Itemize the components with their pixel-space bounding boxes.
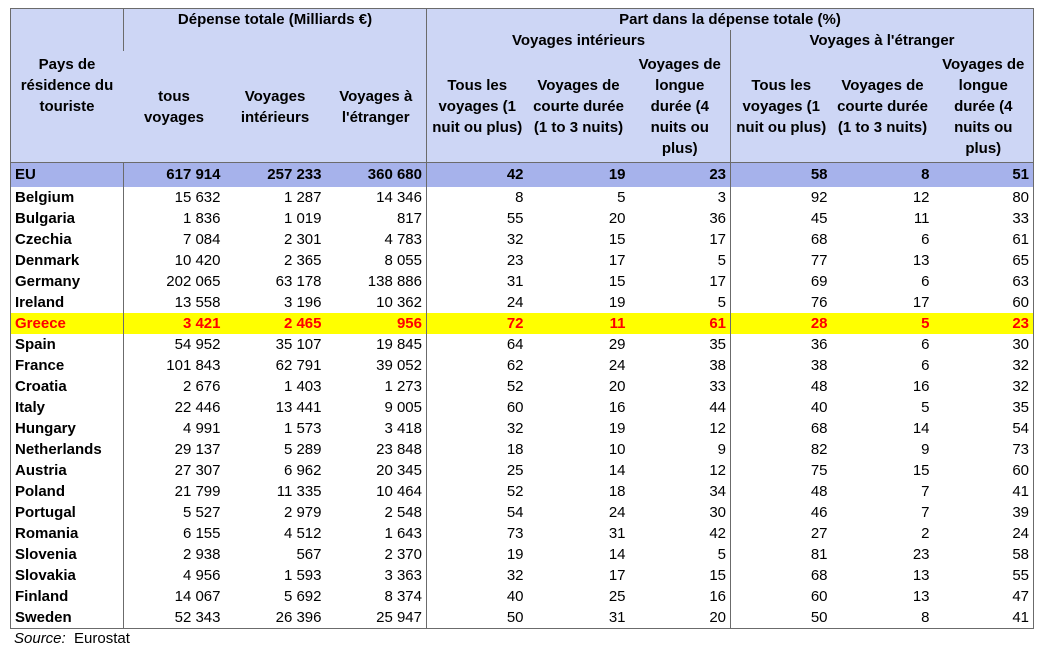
- cell-a-short: 13: [912, 252, 930, 269]
- col-domestic: Voyages intérieurs: [225, 51, 326, 163]
- cell-country: Slovakia: [11, 565, 124, 586]
- cell-d-all: 73: [427, 523, 528, 544]
- cell-d-long: 33: [709, 378, 726, 395]
- cell-country: Hungary: [11, 418, 124, 439]
- cell-d-all: 24: [427, 292, 528, 313]
- cell-d-long: 61: [630, 313, 731, 334]
- cell-abroad: 9 005: [384, 399, 422, 416]
- table-row: [11, 439, 1034, 460]
- table-row: [11, 187, 1034, 208]
- col-abr-all: Tous les voyages (1 nuit ou plus): [731, 51, 832, 163]
- cell-total: 202 065: [124, 271, 225, 292]
- cell-country: Germany: [11, 271, 124, 292]
- cell-d-short: 14: [608, 546, 626, 563]
- cell-d-all: 32: [427, 565, 528, 586]
- cell-total: 6 155: [124, 523, 225, 544]
- cell-country: Ireland: [11, 292, 124, 313]
- cell-d-short: 31: [608, 525, 626, 542]
- cell-a-all: 77: [731, 250, 832, 271]
- cell-country: Portugal: [11, 502, 124, 523]
- cell-total: 27 307: [124, 460, 225, 481]
- cell-d-short: 5: [617, 189, 626, 206]
- cell-a-long: 80: [934, 187, 1034, 208]
- cell-a-all: 68: [731, 229, 832, 250]
- cell-a-all: 92: [731, 187, 832, 208]
- cell-domestic: 1 403: [283, 378, 322, 395]
- cell-d-all: 23: [427, 250, 528, 271]
- cell-d-long: 17: [709, 273, 726, 290]
- col-dom-short: Voyages de courte durée (1 to 3 nuits): [528, 51, 630, 163]
- cell-abroad: 10 464: [376, 483, 422, 500]
- table-row: [11, 163, 1034, 188]
- cell-abroad: 360 680: [326, 163, 427, 188]
- cell-domestic: 5 692: [283, 588, 322, 605]
- cell-domestic: 1 019: [283, 210, 322, 227]
- cell-abroad: 23 848: [376, 441, 422, 458]
- cell-abroad: 20 345: [376, 462, 422, 479]
- cell-total: 54 952: [124, 334, 225, 355]
- cell-abroad: 19 845: [376, 336, 422, 353]
- cell-abroad: 956: [326, 313, 427, 334]
- cell-a-short: 2: [921, 525, 930, 542]
- cell-abroad: 25 947: [326, 607, 427, 629]
- cell-a-short: 5: [832, 313, 934, 334]
- cell-a-short: 6: [921, 336, 930, 353]
- cell-a-short: 8: [832, 163, 934, 188]
- cell-d-long: 44: [709, 399, 726, 416]
- cell-d-long: 23: [630, 163, 731, 188]
- cell-a-short: 7: [921, 483, 930, 500]
- cell-d-short: 10: [608, 441, 626, 458]
- cell-country: Sweden: [11, 607, 124, 629]
- source-value: Eurostat: [74, 630, 130, 647]
- table-row: [11, 565, 1034, 586]
- cell-total: 101 843: [124, 355, 225, 376]
- cell-d-long: 15: [709, 567, 726, 584]
- cell-a-short: 11: [913, 210, 930, 227]
- cell-a-short: 6: [921, 357, 930, 374]
- cell-a-long: 51: [934, 163, 1034, 188]
- cell-d-long: 5: [717, 546, 726, 563]
- col-dom-long: Voyages de longue durée (4 nuits ou plus): [630, 51, 731, 163]
- cell-d-all: 19: [427, 544, 528, 565]
- cell-a-short: 9: [921, 441, 930, 458]
- cell-d-long: 9: [717, 441, 726, 458]
- cell-d-short: 18: [608, 483, 626, 500]
- cell-d-all: 62: [427, 355, 528, 376]
- cell-abroad: 1 273: [384, 378, 422, 395]
- cell-country: Czechia: [11, 229, 124, 250]
- cell-domestic: 2 979: [283, 504, 322, 521]
- cell-abroad: 3 363: [384, 567, 422, 584]
- cell-a-short: 13: [912, 588, 930, 605]
- cell-d-long: 16: [709, 588, 726, 605]
- cell-a-all: 60: [731, 586, 832, 607]
- cell-domestic: 13 441: [275, 399, 322, 416]
- cell-country: Spain: [11, 334, 124, 355]
- cell-domestic: 2 301: [283, 231, 322, 248]
- cell-country: Bulgaria: [11, 208, 124, 229]
- col-abroad: Voyages à l'étranger: [326, 51, 427, 163]
- table-row: [11, 313, 1034, 334]
- table-row: [11, 418, 1034, 439]
- cell-country: Italy: [11, 397, 124, 418]
- cell-a-short: 6: [921, 231, 930, 248]
- cell-a-all: 68: [731, 565, 832, 586]
- cell-a-all: 28: [731, 313, 832, 334]
- cell-country: Romania: [11, 523, 124, 544]
- cell-abroad: 14 346: [376, 189, 422, 206]
- cell-d-short: 17: [608, 252, 626, 269]
- cell-a-all: 58: [731, 163, 832, 188]
- table-row: [11, 355, 1034, 376]
- table-row: [11, 502, 1034, 523]
- cell-d-long: 30: [709, 504, 726, 521]
- cell-a-long: 30: [934, 334, 1034, 355]
- cell-total: 2 938: [124, 544, 225, 565]
- table-row: [11, 460, 1034, 481]
- cell-d-short: 15: [608, 273, 626, 290]
- cell-d-short: 20: [608, 378, 626, 395]
- cell-d-all: 54: [427, 502, 528, 523]
- cell-a-all: 48: [731, 376, 832, 397]
- cell-d-short: 14: [608, 462, 626, 479]
- header-abroad-trips: Voyages à l'étranger: [731, 30, 1034, 51]
- cell-a-all: 82: [731, 439, 832, 460]
- cell-d-all: 8: [427, 187, 528, 208]
- cell-d-short: 25: [608, 588, 626, 605]
- cell-a-long: 54: [934, 418, 1034, 439]
- cell-d-all: 40: [427, 586, 528, 607]
- cell-a-long: 39: [934, 502, 1034, 523]
- cell-abroad: 10 362: [376, 294, 422, 311]
- cell-a-all: 68: [731, 418, 832, 439]
- cell-domestic: 1 593: [283, 567, 322, 584]
- cell-a-all: 75: [731, 460, 832, 481]
- cell-a-short: 17: [912, 294, 930, 311]
- cell-a-long: 65: [934, 250, 1034, 271]
- source-line: [10, 630, 1034, 647]
- cell-a-long: 24: [934, 523, 1034, 544]
- cell-domestic: 11 335: [276, 483, 322, 500]
- cell-total: 7 084: [124, 229, 225, 250]
- cell-abroad: 39 052: [376, 357, 422, 374]
- cell-a-all: 40: [731, 397, 832, 418]
- cell-a-short: 16: [912, 378, 930, 395]
- cell-domestic: 1 287: [283, 189, 322, 206]
- cell-domestic: 2 365: [283, 252, 322, 269]
- cell-total: 52 343: [124, 607, 225, 629]
- cell-domestic: 35 107: [275, 336, 322, 353]
- cell-abroad: 2 548: [384, 504, 422, 521]
- table-body: [11, 163, 1034, 629]
- cell-a-long: 47: [934, 586, 1034, 607]
- cell-a-short: 7: [921, 504, 930, 521]
- table-row: [11, 376, 1034, 397]
- cell-domestic: 4 512: [283, 525, 322, 542]
- cell-abroad: 817: [396, 210, 422, 227]
- cell-d-short: 19: [528, 163, 630, 188]
- cell-abroad: 4 783: [384, 231, 422, 248]
- cell-country: Belgium: [11, 187, 124, 208]
- cell-abroad: 8 055: [384, 252, 422, 269]
- cell-total: 14 067: [124, 586, 225, 607]
- table-row: [11, 250, 1034, 271]
- cell-a-all: 48: [731, 481, 832, 502]
- cell-a-long: 60: [934, 292, 1034, 313]
- cell-a-long: 32: [934, 376, 1034, 397]
- cell-d-long: 17: [709, 231, 726, 248]
- cell-a-long: 41: [934, 481, 1034, 502]
- cell-d-long: 34: [709, 483, 726, 500]
- cell-a-short: 14: [912, 420, 930, 437]
- cell-country: Finland: [11, 586, 124, 607]
- cell-d-long: 12: [709, 462, 726, 479]
- cell-a-all: 45: [731, 208, 832, 229]
- table-row: [11, 271, 1034, 292]
- cell-domestic: 1 573: [283, 420, 322, 437]
- cell-d-long: 3: [717, 189, 726, 206]
- cell-d-long: 38: [709, 357, 726, 374]
- table-row: [11, 292, 1034, 313]
- cell-d-all: 32: [427, 229, 528, 250]
- cell-d-short: 16: [608, 399, 626, 416]
- header-country: Pays de résidence du touriste: [11, 9, 124, 163]
- cell-d-long: 5: [717, 252, 726, 269]
- table-row: [11, 523, 1034, 544]
- cell-total: 5 527: [124, 502, 225, 523]
- cell-a-long: 35: [934, 397, 1034, 418]
- cell-a-short: 23: [912, 546, 930, 563]
- cell-a-short: 15: [912, 462, 930, 479]
- cell-total: 21 799: [124, 481, 225, 502]
- cell-d-short: 15: [608, 231, 626, 248]
- cell-total: 15 632: [124, 187, 225, 208]
- cell-d-long: 36: [709, 210, 726, 227]
- cell-a-long: 23: [934, 313, 1034, 334]
- cell-total: 4 956: [124, 565, 225, 586]
- cell-a-all: 81: [731, 544, 832, 565]
- cell-d-all: 50: [427, 607, 528, 629]
- cell-domestic: 26 396: [225, 607, 326, 629]
- cell-a-long: 60: [934, 460, 1034, 481]
- table-row: [11, 481, 1034, 502]
- cell-d-short: 19: [608, 294, 626, 311]
- cell-domestic: 63 178: [275, 273, 322, 290]
- cell-d-short: 29: [608, 336, 626, 353]
- cell-d-all: 52: [427, 376, 528, 397]
- cell-domestic: 2 465: [225, 313, 326, 334]
- cell-total: 13 558: [124, 292, 225, 313]
- cell-a-short: 12: [912, 189, 930, 206]
- cell-domestic: 3 196: [283, 294, 322, 311]
- cell-country: Slovenia: [11, 544, 124, 565]
- cell-a-all: 36: [731, 334, 832, 355]
- cell-d-all: 72: [427, 313, 528, 334]
- cell-country: Austria: [11, 460, 124, 481]
- cell-domestic: 567: [296, 546, 322, 563]
- cell-total: 29 137: [124, 439, 225, 460]
- cell-total: 2 676: [124, 376, 225, 397]
- cell-a-long: 73: [934, 439, 1034, 460]
- table-row: [11, 208, 1034, 229]
- cell-d-all: 25: [427, 460, 528, 481]
- cell-a-all: 38: [731, 355, 832, 376]
- cell-a-short: 13: [912, 567, 930, 584]
- cell-a-all: 27: [731, 523, 832, 544]
- cell-a-long: 55: [934, 565, 1034, 586]
- source-label: Source:: [14, 630, 66, 647]
- cell-country: Netherlands: [11, 439, 124, 460]
- cell-d-all: 31: [427, 271, 528, 292]
- cell-d-short: 24: [608, 504, 626, 521]
- cell-a-short: 6: [921, 273, 930, 290]
- table-row: [11, 607, 1034, 629]
- cell-d-long: 35: [709, 336, 726, 353]
- cell-a-all: 46: [731, 502, 832, 523]
- cell-a-long: 32: [934, 355, 1034, 376]
- cell-country: France: [11, 355, 124, 376]
- cell-d-short: 19: [608, 420, 626, 437]
- table-row: [11, 397, 1034, 418]
- cell-d-long: 20: [630, 607, 731, 629]
- table-row: [11, 586, 1034, 607]
- cell-domestic: 257 233: [225, 163, 326, 188]
- cell-a-all: 50: [731, 607, 832, 629]
- col-dom-all: Tous les voyages (1 nuit ou plus): [427, 51, 528, 163]
- cell-abroad: 2 370: [384, 546, 422, 563]
- cell-country: Croatia: [11, 376, 124, 397]
- cell-domestic: 62 791: [275, 357, 322, 374]
- cell-abroad: 3 418: [384, 420, 422, 437]
- cell-d-all: 32: [427, 418, 528, 439]
- cell-d-short: 20: [608, 210, 626, 227]
- table-row: [11, 544, 1034, 565]
- cell-d-all: 55: [427, 208, 528, 229]
- cell-d-short: 24: [608, 357, 626, 374]
- cell-d-all: 60: [427, 397, 528, 418]
- cell-total: 22 446: [124, 397, 225, 418]
- cell-abroad: 138 886: [367, 273, 422, 290]
- cell-a-long: 33: [934, 208, 1034, 229]
- col-abr-short: Voyages de courte durée (1 to 3 nuits): [832, 51, 934, 163]
- cell-total: 10 420: [124, 250, 225, 271]
- cell-d-all: 42: [427, 163, 528, 188]
- cell-d-long: 5: [717, 294, 726, 311]
- cell-country: EU: [11, 163, 124, 188]
- cell-abroad: 1 643: [384, 525, 422, 542]
- cell-d-long: 12: [709, 420, 726, 437]
- cell-a-long: 61: [934, 229, 1034, 250]
- header-domestic-trips: Voyages intérieurs: [427, 30, 731, 51]
- cell-a-long: 41: [934, 607, 1034, 629]
- cell-abroad: 8 374: [384, 588, 422, 605]
- cell-a-short: 5: [921, 399, 930, 416]
- col-all-trips: tous voyages: [124, 51, 225, 163]
- cell-d-all: 18: [427, 439, 528, 460]
- table-container: [10, 8, 1034, 647]
- cell-d-short: 31: [528, 607, 630, 629]
- cell-total: 4 991: [124, 418, 225, 439]
- cell-country: Greece: [11, 313, 124, 334]
- cell-d-long: 42: [709, 525, 726, 542]
- cell-d-short: 11: [528, 313, 630, 334]
- cell-total: 3 421: [124, 313, 225, 334]
- cell-a-long: 58: [934, 544, 1034, 565]
- cell-domestic: 6 962: [283, 462, 322, 479]
- header-total-expenditure: Dépense totale (Milliards €): [124, 9, 427, 52]
- cell-d-all: 52: [427, 481, 528, 502]
- cell-a-all: 76: [731, 292, 832, 313]
- tourism-expenditure-table: [10, 8, 1034, 629]
- table-row: [11, 229, 1034, 250]
- cell-d-short: 17: [608, 567, 626, 584]
- col-abr-long: Voyages de longue durée (4 nuits ou plus): [934, 51, 1034, 163]
- cell-domestic: 5 289: [283, 441, 322, 458]
- cell-country: Poland: [11, 481, 124, 502]
- cell-a-long: 63: [934, 271, 1034, 292]
- cell-total: 617 914: [124, 163, 225, 188]
- cell-d-all: 64: [427, 334, 528, 355]
- cell-country: Denmark: [11, 250, 124, 271]
- header-share-total: Part dans la dépense totale (%): [427, 9, 1034, 31]
- cell-a-short: 8: [832, 607, 934, 629]
- cell-total: 1 836: [124, 208, 225, 229]
- cell-a-all: 69: [731, 271, 832, 292]
- table-row: [11, 334, 1034, 355]
